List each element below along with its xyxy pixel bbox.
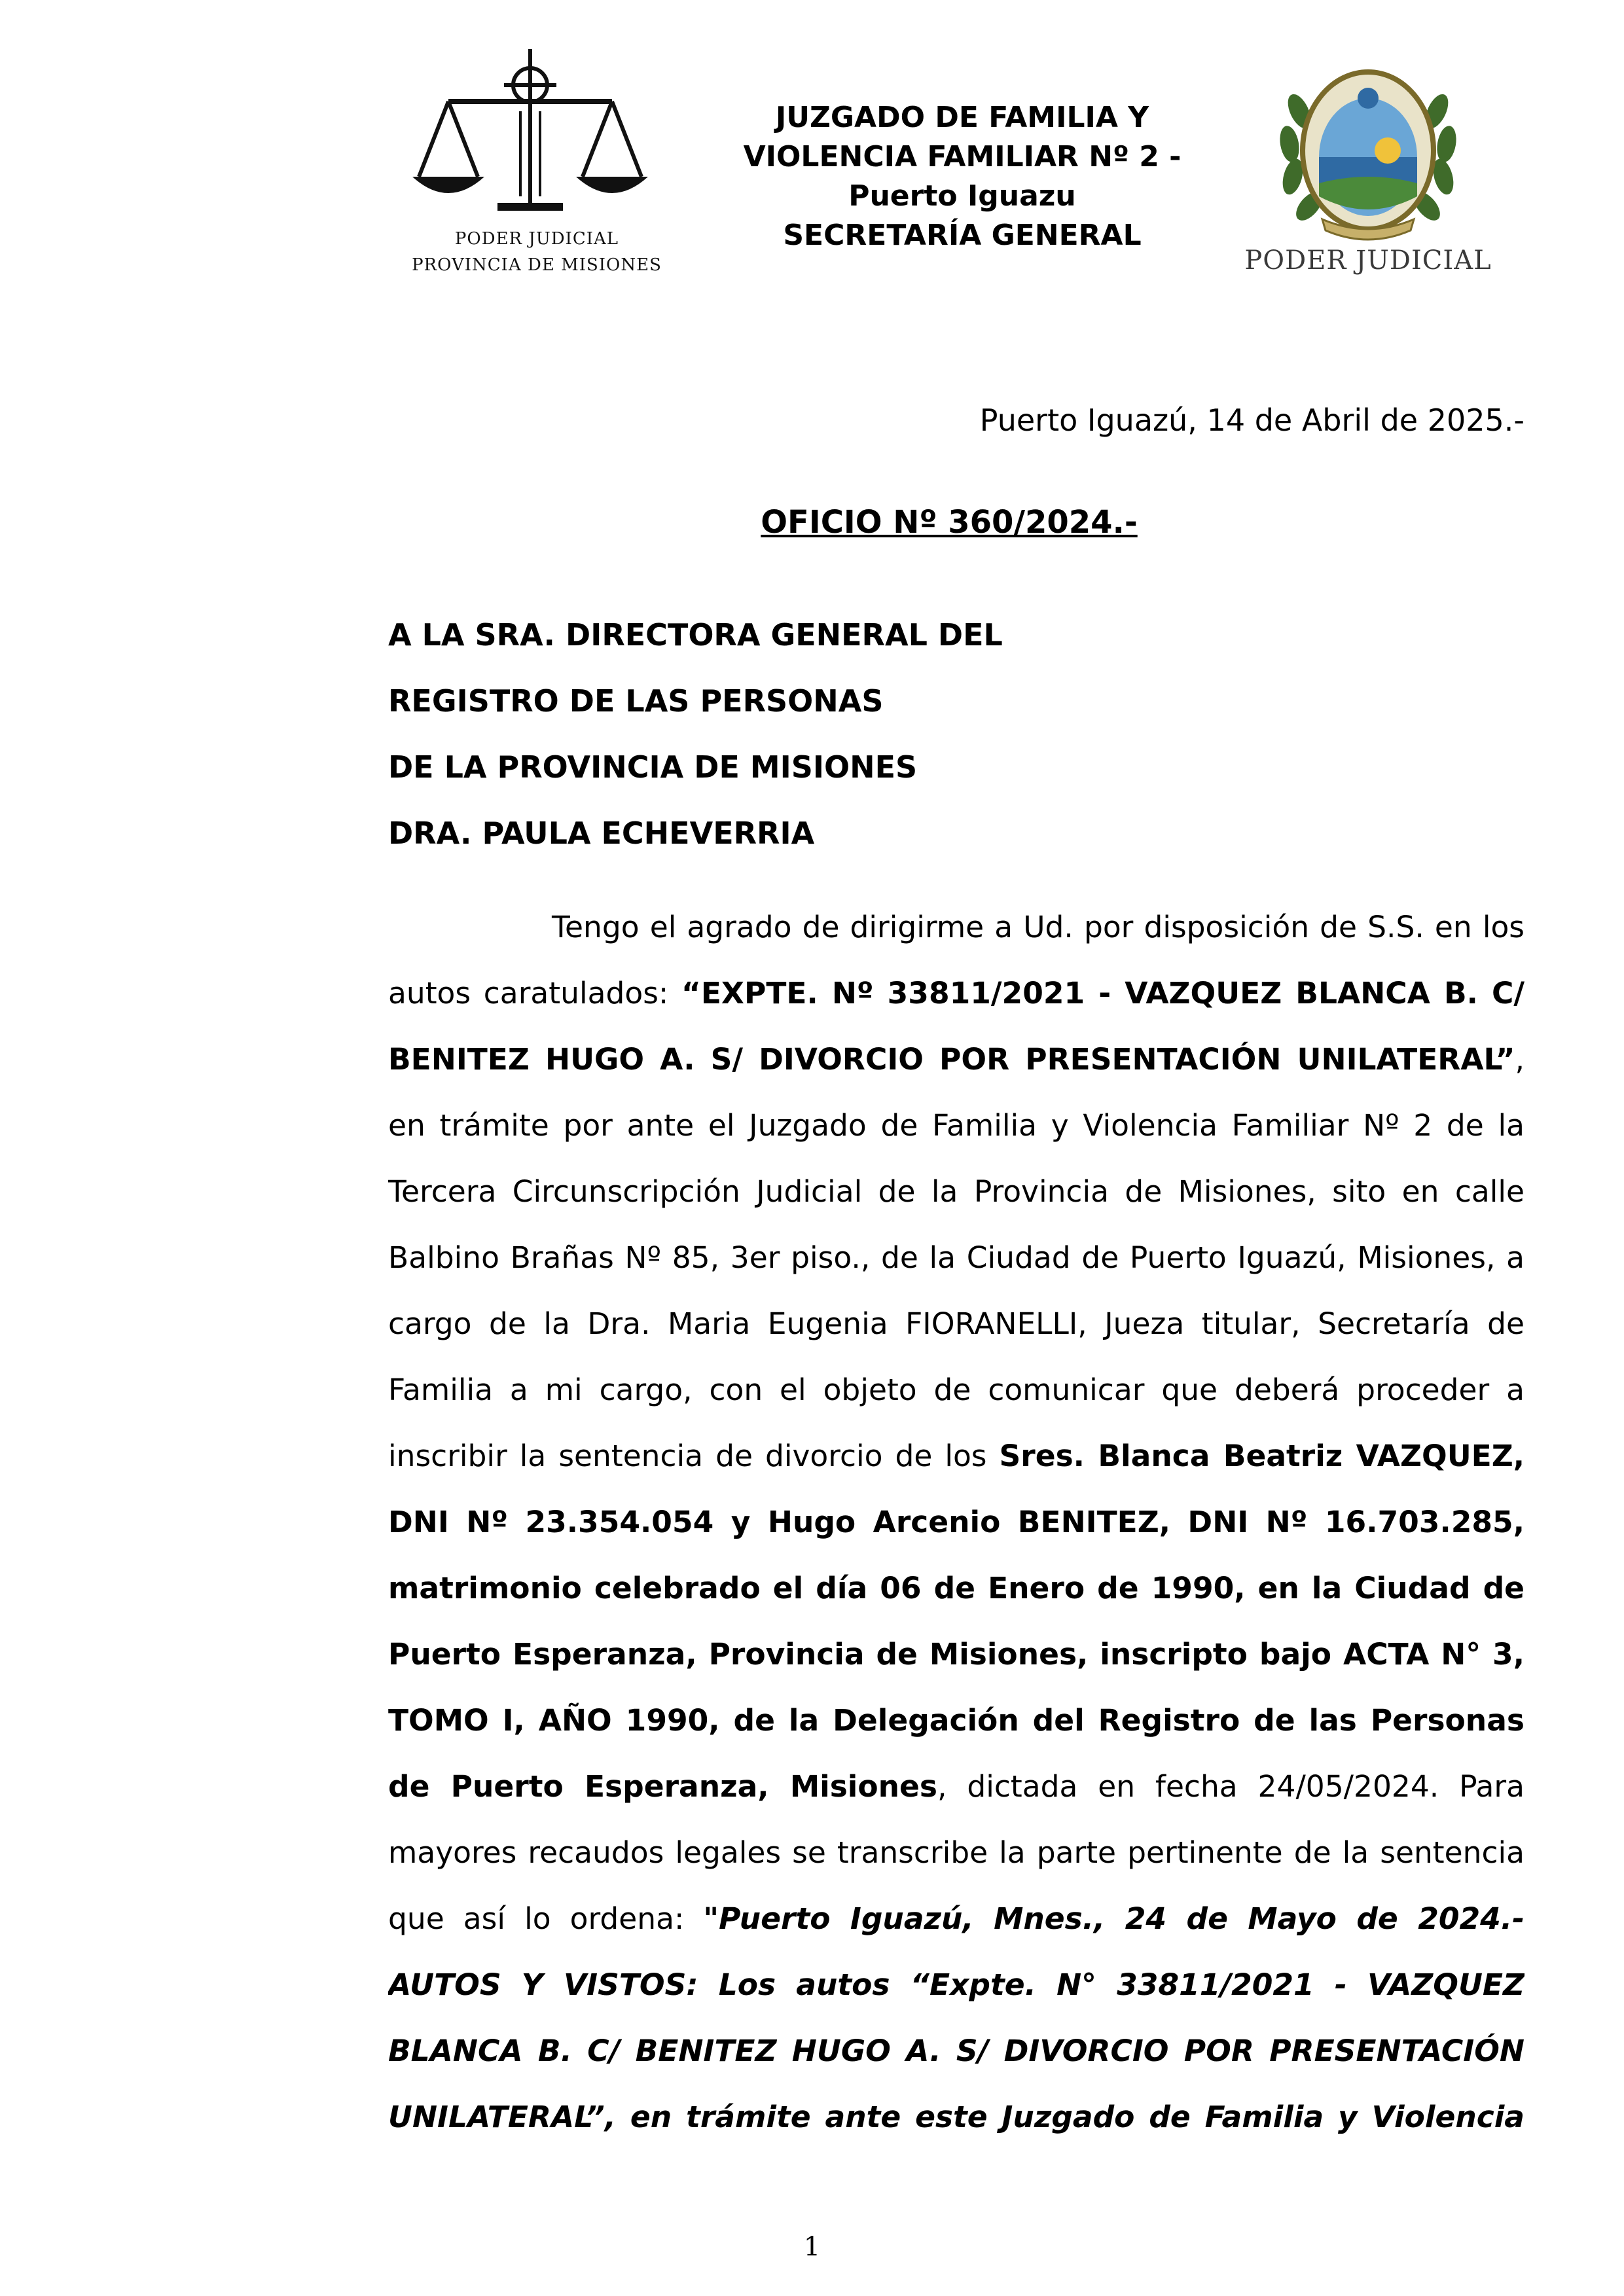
body-line: BENITEZ HUGO A. S/ DIVORCIO POR PRESENTACIÓN UNILATERAL”,: [388, 1042, 1525, 1077]
scales-of-justice-icon: [399, 39, 674, 255]
body-line: inscribir la sentencia de divorcio de los Sres. Blanca Beatriz VAZQUEZ,: [388, 1439, 1525, 1473]
poder-judicial-logo-left: [399, 39, 674, 288]
addressee-line1: A LA SRA. DIRECTORA GENERAL DEL: [388, 617, 1003, 653]
logo-right-caption: PODER JUDICIAL: [1244, 245, 1492, 276]
poder-judicial-seal-right: [1237, 59, 1499, 288]
body-line: BLANCA B. C/ BENITEZ HUGO A. S/ DIVORCIO POR PRESENTACIÓN: [388, 2034, 1525, 2068]
addressee-block: [388, 602, 1003, 867]
page-number: 1: [803, 2232, 821, 2262]
body-line: cargo de la Dra. Maria Eugenia FIORANELLI, Jueza titular, Secretaría de: [388, 1306, 1525, 1341]
court-header-title: [694, 98, 1231, 255]
logo-left-line1: PODER JUDICIAL: [454, 229, 619, 249]
logo-left-line2: PROVINCIA DE MISIONES: [412, 255, 662, 275]
body-line: Familia a mi cargo, con el objeto de comunicar que deberá proceder a: [388, 1372, 1525, 1407]
oficio-number-title: OFICIO Nº 360/2024.-: [761, 504, 1138, 541]
document-date: Puerto Iguazú, 14 de Abril de 2025.-: [979, 403, 1525, 438]
body-line: que así lo ordena: "Puerto Iguazú, Mnes., 24 de Mayo de 2024.-: [388, 1901, 1525, 1936]
addressee-line4: DRA. PAULA ECHEVERRIA: [388, 816, 815, 851]
addressee-line2: REGISTRO DE LAS PERSONAS: [388, 683, 884, 719]
body-line: DNI Nº 23.354.054 y Hugo Arcenio BENITEZ, DNI Nº 16.703.285,: [388, 1505, 1525, 1539]
body-line: Tengo el agrado de dirigirme a Ud. por disposición de S.S. en los: [552, 910, 1525, 944]
parties-bold: Sres. Blanca Beatriz VAZQUEZ,: [999, 1439, 1525, 1473]
case-title-bold: BENITEZ HUGO A. S/ DIVORCIO POR PRESENTACIÓN UNILATERAL”: [388, 1042, 1515, 1077]
body-line: Balbino Brañas Nº 85, 3er piso., de la Ciudad de Puerto Iguazú, Misiones, a: [388, 1240, 1525, 1275]
letter-body: [388, 894, 1525, 2150]
body-line: Puerto Esperanza, Provincia de Misiones, inscripto bajo ACTA N° 3,: [388, 1637, 1525, 1672]
addressee-line3: DE LA PROVINCIA DE MISIONES: [388, 749, 918, 785]
body-line: en trámite por ante el Juzgado de Familia y Violencia Familiar Nº 2 de la: [388, 1108, 1525, 1143]
body-line: matrimonio celebrado el día 06 de Enero de 1990, en la Ciudad de: [388, 1571, 1525, 1605]
body-line: mayores recaudos legales se transcribe la parte pertinente de la sentencia: [388, 1835, 1525, 1870]
body-line: de Puerto Esperanza, Misiones, dictada en fecha 24/05/2024. Para: [388, 1769, 1525, 1804]
header-title-line3: Puerto Iguazu: [848, 179, 1076, 213]
body-line: autos caratulados: “EXPTE. Nº 33811/2021 - VAZQUEZ BLANCA B. C/: [388, 976, 1525, 1011]
header-title-line2: VIOLENCIA FAMILIAR Nº 2 -: [743, 140, 1182, 173]
body-line: UNILATERAL”, en trámite ante este Juzgado de Familia y Violencia: [388, 2100, 1525, 2134]
sentence-quote: "Puerto Iguazú, Mnes., 24 de Mayo de 2024.-: [703, 1901, 1525, 1936]
body-line: TOMO I, AÑO 1990, de la Delegación del Registro de las Personas: [388, 1703, 1525, 1738]
provincial-seal-icon: [1237, 59, 1499, 255]
case-title-bold: “EXPTE. Nº 33811/2021 - VAZQUEZ BLANCA B. C/: [681, 976, 1525, 1011]
header-title-line1: JUZGADO DE FAMILIA Y: [775, 101, 1149, 134]
body-line: Tercera Circunscripción Judicial de la Provincia de Misiones, sito en calle: [388, 1174, 1525, 1209]
body-line: AUTOS Y VISTOS: Los autos “Expte. N° 33811/2021 - VAZQUEZ: [388, 1967, 1525, 2002]
header-title-line4: SECRETARÍA GENERAL: [783, 219, 1142, 252]
